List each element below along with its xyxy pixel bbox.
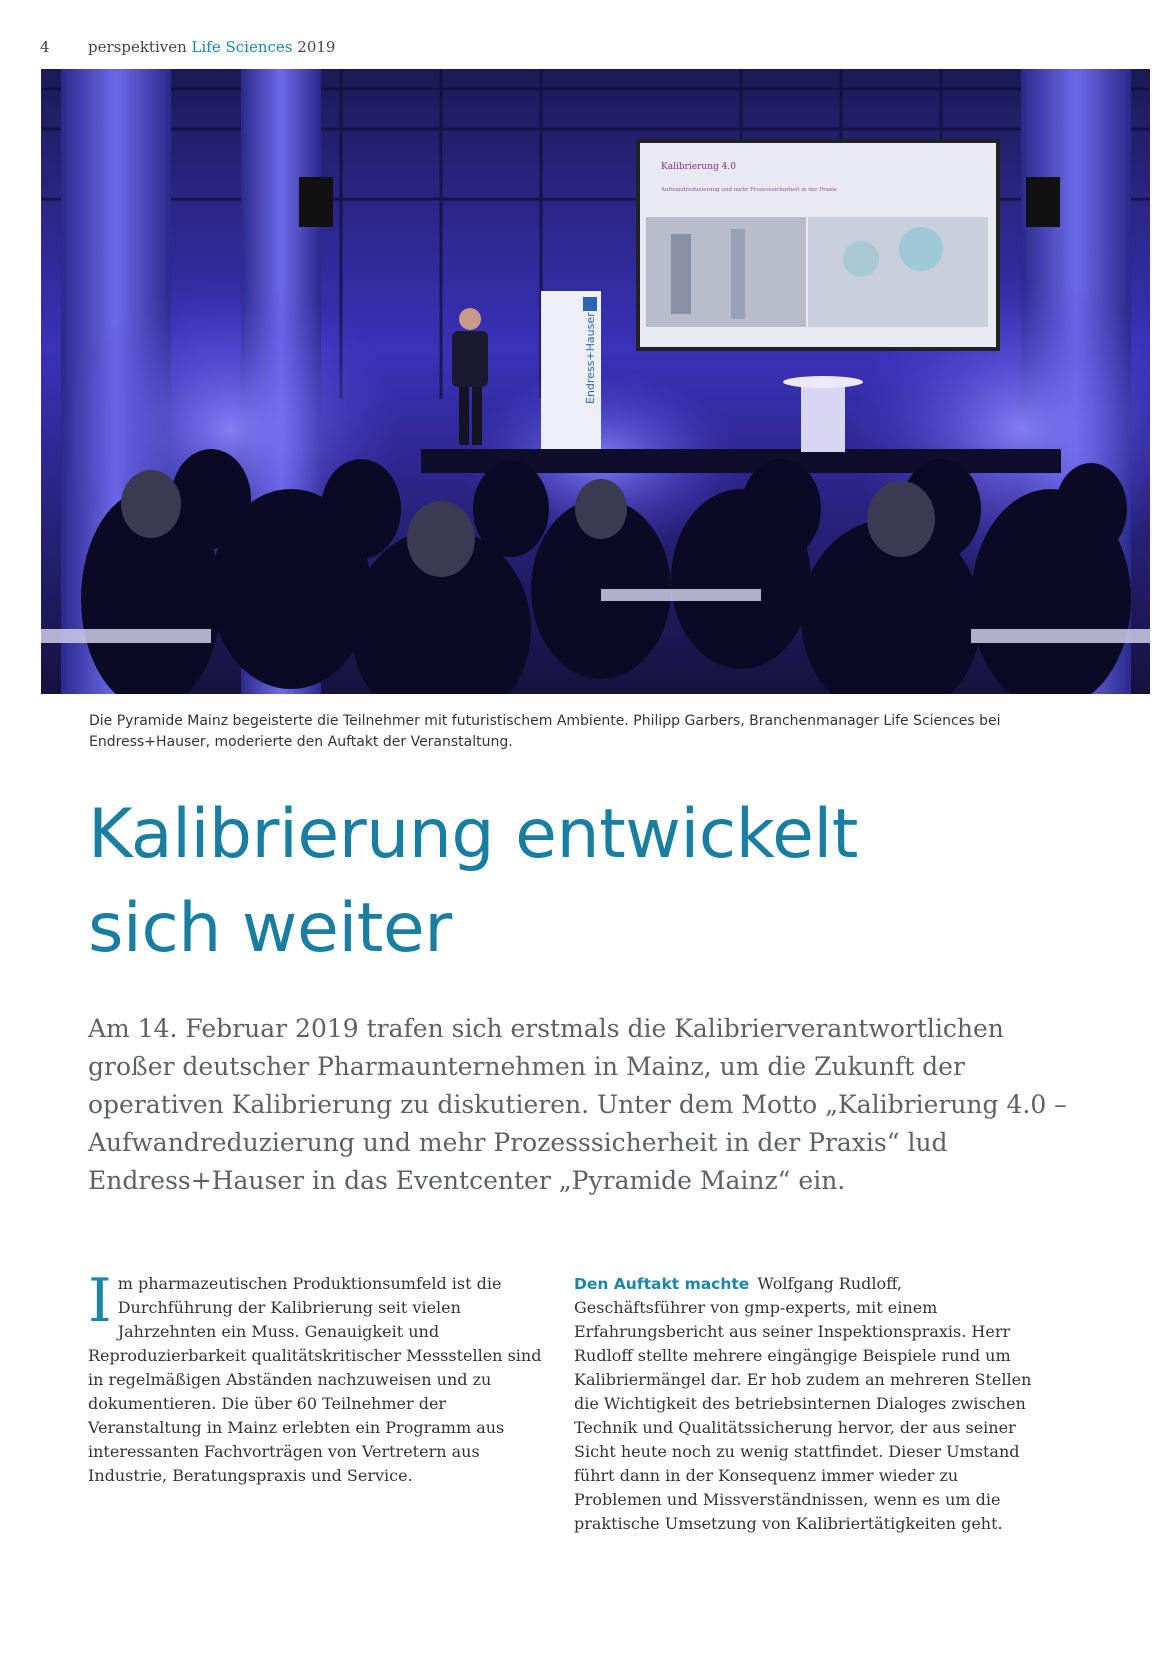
- magazine-name: perspektiven: [88, 38, 187, 56]
- event-photo: [41, 69, 1150, 694]
- conference-scene: [41, 69, 1150, 694]
- page-header: [40, 38, 335, 56]
- run-in-heading: Den Auftakt machte: [574, 1275, 750, 1293]
- page-number: 4: [40, 38, 50, 56]
- body-right-text: Wolfgang Rudloff, Geschäftsführer von gmp-experts, mit einem Erfahrungsbericht aus seiner Inspektionspraxis. Herr Rudloff stellte mehrere eingängige Beispiele rund um Kalibriermängel dar. Er hob zudem an mehreren Stellen die Wichtigkeit des betriebsinternen Dialoges zwischen Technik und Qualitätssicherung hervor, der aus seiner Sicht heute noch zu wenig stattfindet. Dieser Umstand führt dann in der Konsequenz immer wieder zu Problemen und Missverständnissen, wenn es um die praktische Umsetzung von Kalibriertätigkeiten geht.: [574, 1274, 1032, 1533]
- slide-title: Kalibrierung 4.0: [661, 162, 736, 172]
- section-name: Life Sciences: [191, 38, 293, 56]
- body-column-left: [88, 1266, 548, 1488]
- article-headline: [88, 788, 1088, 976]
- issue-year: 2019: [297, 38, 336, 56]
- drop-cap: I: [88, 1266, 112, 1336]
- photo-caption: Die Pyramide Mainz begeisterte die Teilnehmer mit futuristischem Ambiente. Philipp Garbers, Branchenmanager Life Sciences bei Endress+Hauser, moderierte den Auftakt der Veranstaltung.: [89, 713, 1001, 750]
- body-column-right: [574, 1272, 1034, 1536]
- headline-line-2: sich weiter: [88, 889, 452, 968]
- body-left-text: m pharmazeutischen Produktionsumfeld ist die Durchführung der Kalibrierung seit vielen Jahrzehnten ein Muss. Genauigkeit und Reproduzierbarkeit qualitätskritischer Messstellen sind in regelmäßigen Abständen nachzuweisen und zu dokumentieren. Die über 60 Teilnehmer der Veranstaltung in Mainz erlebten ein Programm aus interessanten Fachvorträgen von Vertretern aus Industrie, Beratungspraxis und Service.: [88, 1274, 542, 1485]
- slide-subtitle: Aufwandreduzierung und mehr Prozesssicherheit in der Praxis: [661, 187, 837, 193]
- article-lead: Am 14. Februar 2019 trafen sich erstmals die Kalibrierverantwortlichen großer deutscher Pharmaunternehmen in Mainz, um die Zukunft der operativen Kalibrierung zu diskutieren. Unter dem Motto „Kalibrierung 4.0 – Aufwandreduzierung und mehr Prozesssicherheit in der Praxis“ lud Endress+Hauser in das Eventcenter „Pyramide Mainz“ ein.: [88, 1014, 1067, 1195]
- headline-line-1: Kalibrierung entwickelt: [88, 795, 858, 874]
- banner-logo-text: Endress+Hauser: [584, 312, 597, 404]
